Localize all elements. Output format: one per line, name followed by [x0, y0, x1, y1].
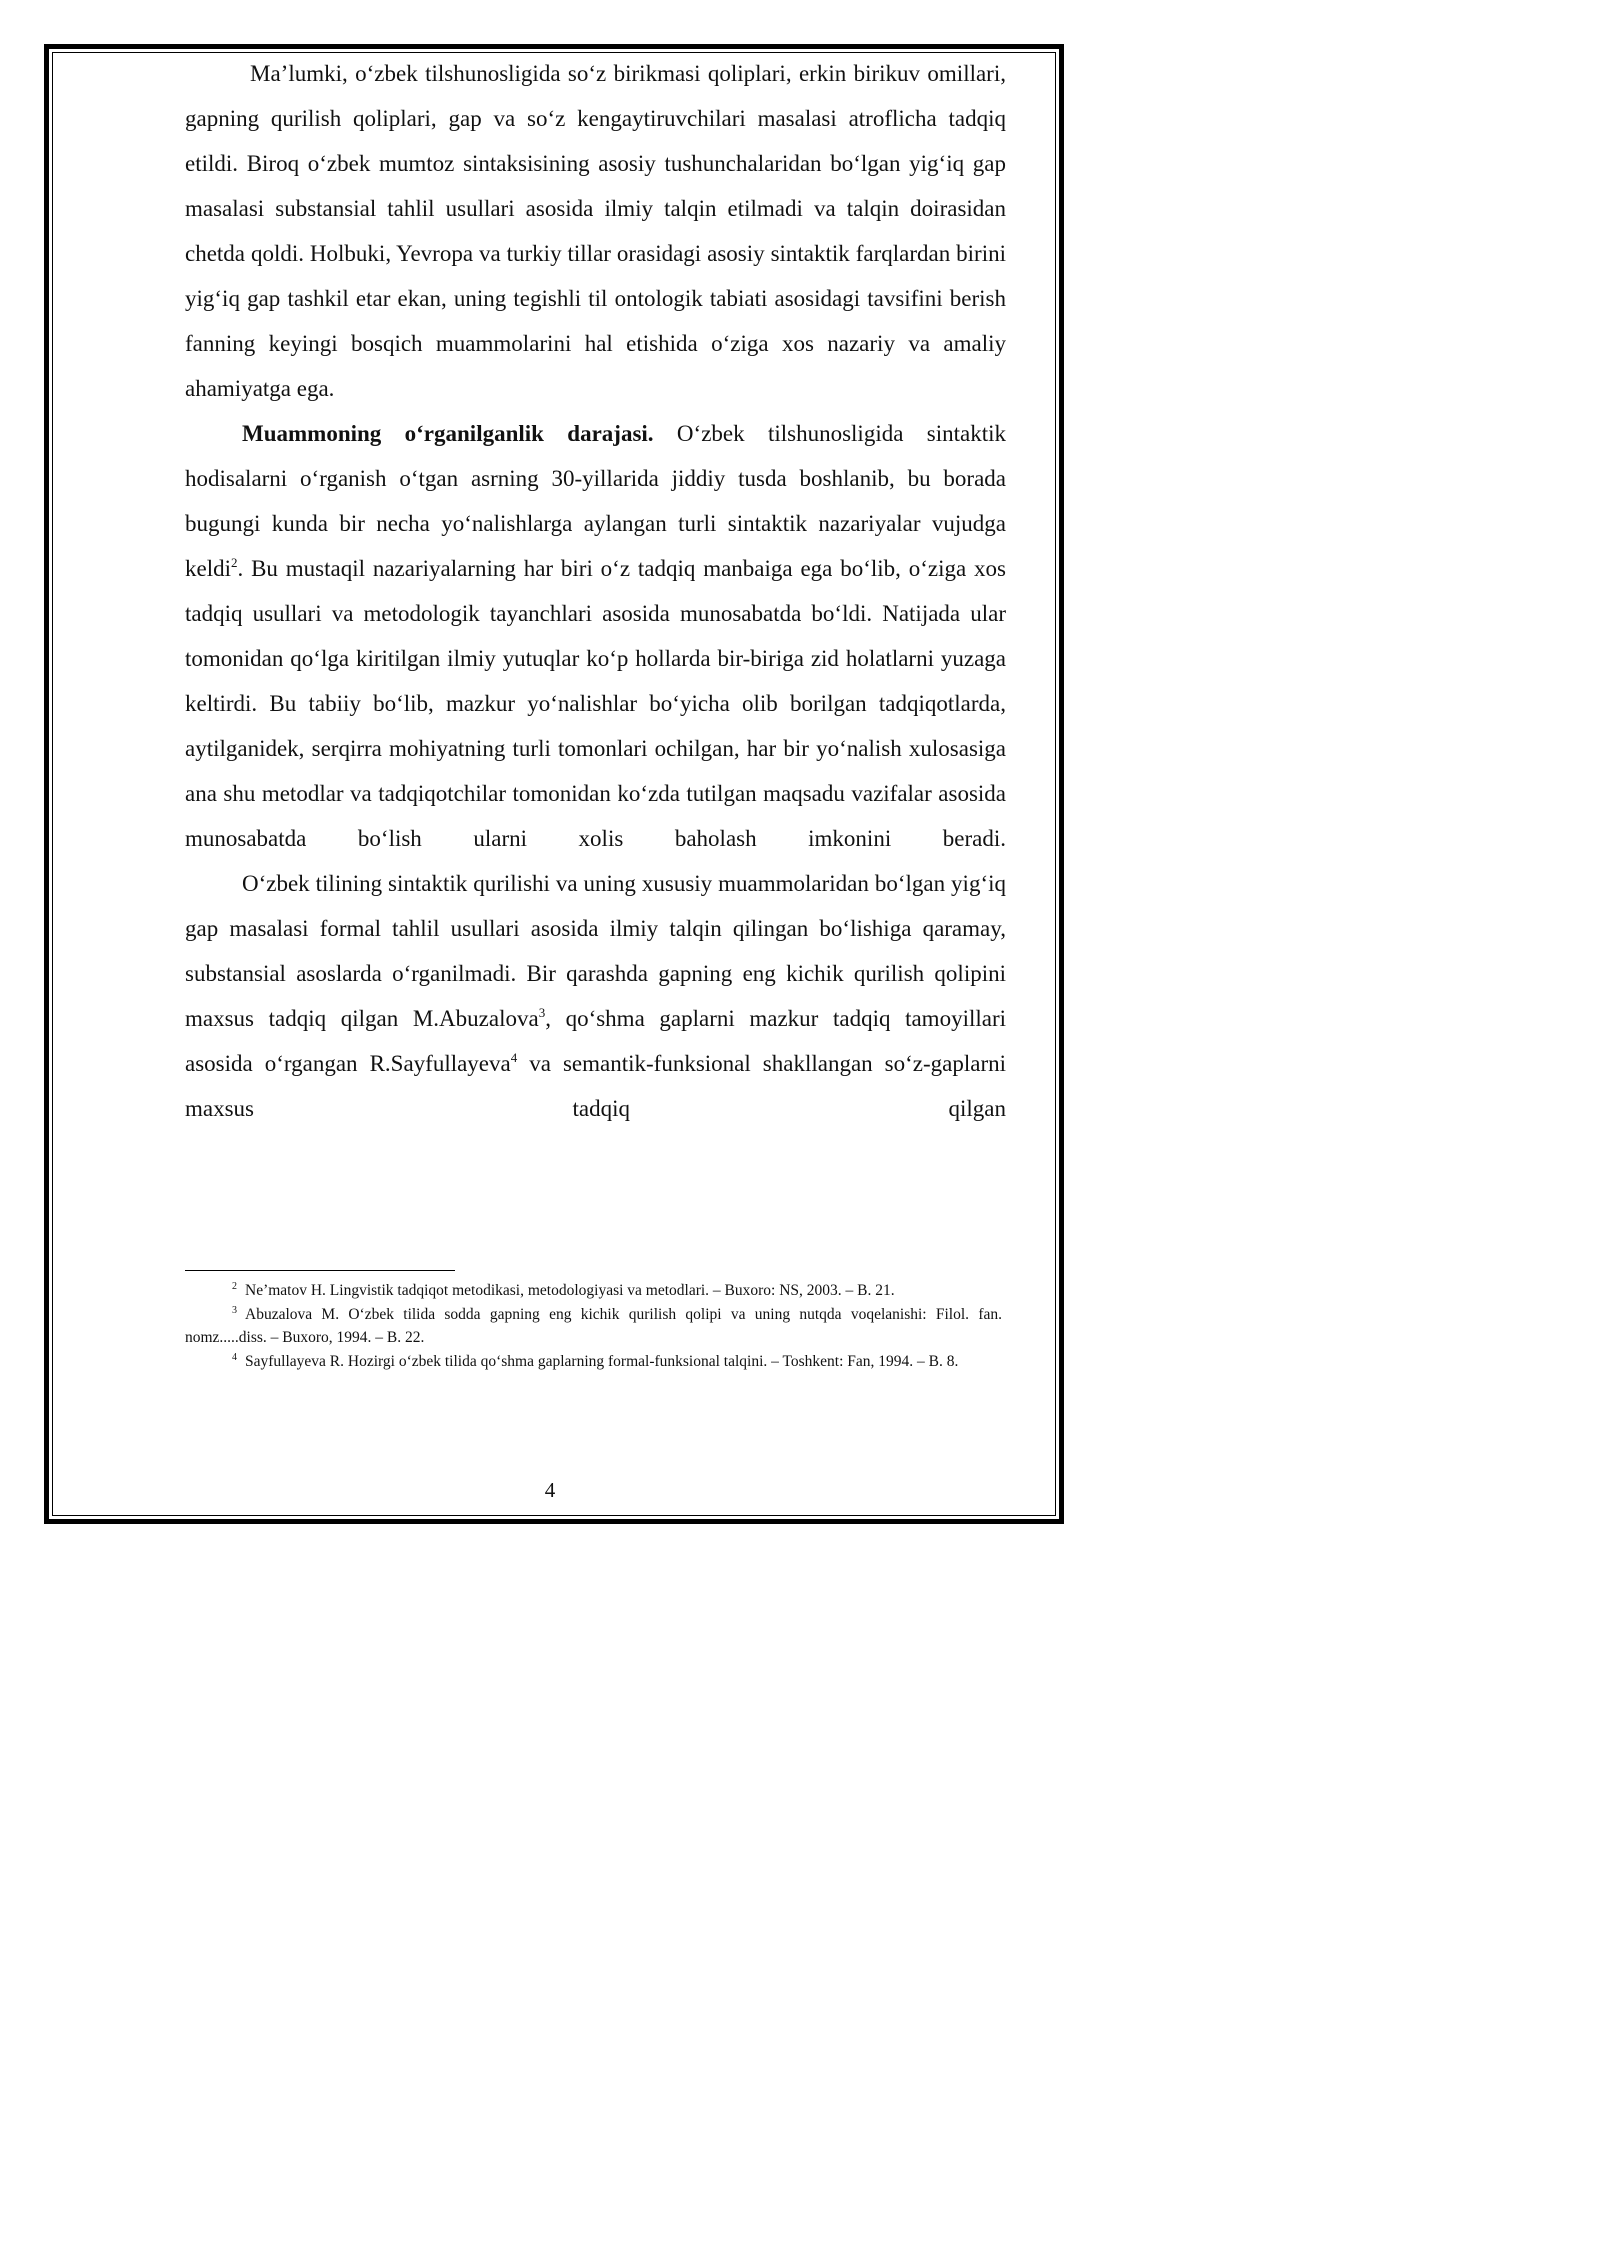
footnotes	[185, 1279, 1002, 1374]
page-number: 4	[544, 1478, 556, 1502]
footnote-number: 4	[232, 1352, 237, 1363]
paragraph-research-degree	[185, 411, 1006, 861]
document-body	[185, 51, 1006, 1131]
footnote-number: 3	[232, 1305, 237, 1316]
paragraph-text: . Bu mustaqil nazariyalarning har biri o‘z tadqiq manbaiga ega bo‘lib, o‘ziga xos tadqiq usullari va metodologik tayanchlari asosida munosabatda bo‘ldi. Natijada ular tomonidan qo‘lga kiritilgan ilmiy yutuqlar ko‘p hollarda bir-biriga zid holatlarni yuzaga keltirdi. Bu tabiiy bo‘lib, mazkur yo‘nalishlar bo‘yicha olib borilgan tadqiqotlarda, aytilganidek, serqirra mohiyatning turli tomonlari ochilgan, har bir yo‘nalish xulosasiga ana shu metodlar va tadqiqotchilar tomonidan ko‘zda tutilgan maqsadu vazifalar asosida munosabatda bo‘lish ularni xolis baholash imkonini beradi.	[185, 556, 1006, 851]
paragraph-intro-text: Ma’lumki, o‘zbek tilshunosligida so‘z birikmasi qoliplari, erkin birikuv omillari, gapning qurilish qoliplari, gap va so‘z kengaytiruvchilari masalasi atroflicha tadqiq etildi. Biroq o‘zbek mumtoz sintaksisining asosiy tushunchalaridan bo‘lgan yig‘iq gap masalasi substansial tahlil usullari asosida ilmiy talqin etilmadi va talqin doirasidan chetda qoldi. Holbuki, Yevropa va turkiy tillar orasidagi asosiy sintaktik farqlardan birini yig‘iq gap tashkil etar ekan, uning tegishli til ontologik tabiati asosidagi tavsifini berish fanning keyingi bosqich muammolarini hal etishida o‘ziga xos nazariy va amaliy ahamiyatga ega.	[185, 61, 1006, 401]
footnote-text: Abuzalova M. O‘zbek tilida sodda gapning eng kichik qurilish qolipi va uning nutqda voqelanishi: Filol. fan. nomz.....diss. – Buxoro, 1994. – B. 22.	[185, 1306, 1002, 1346]
footnote-text: Sayfullayeva R. Hozirgi o‘zbek tilida qo‘shma gaplarning formal-funksional talqini. – Toshkent: Fan, 1994. – B. 8.	[245, 1353, 959, 1370]
footnote-item	[185, 1303, 1002, 1349]
footnote-number: 2	[232, 1281, 237, 1292]
footnote-ref[interactable]: 4	[510, 1050, 518, 1065]
footnote-ref[interactable]: 2	[231, 555, 238, 570]
paragraph-uzbek-syntax	[185, 861, 1006, 1131]
footnote-text: Ne’matov H. Lingvistik tadqiqot metodikasi, metodologiyasi va metodlari. – Buxoro: NS, 2003. – B. 21.	[245, 1282, 895, 1299]
section-heading-inline: Muammoning o‘rganilganlik darajasi.	[242, 421, 654, 446]
paragraph-text: O‘zbek tilining sintaktik qurilishi va uning xususiy muammolaridan bo‘lgan yig‘iq gap masalasi formal tahlil usullari asosida ilmiy talqin qilingan bo‘lishiga qaramay, substansial asoslarda o‘rganilmadi. Bir qarashda gapning eng kichik qurilish qolipini maxsus tadqiq qilgan M.Abuzalova	[185, 871, 1006, 1031]
paragraph-text: , qo‘shma gaplarni mazkur tadqiq tamoyillari asosida o‘rgangan R.Sayfullayeva	[185, 1006, 1006, 1076]
paragraph-intro	[185, 51, 1006, 411]
footnote-ref[interactable]: 3	[538, 1005, 546, 1020]
paragraph-text: O‘zbek tilshunosligida sintaktik hodisalarni o‘rganish o‘tgan asrning 30-yillarida jiddiy tusda boshlanib, bu borada bugungi kunda bir necha yo‘nalishlarga aylangan turli sintaktik nazariyalar vujudga keldi	[185, 421, 1006, 581]
footnote-item	[185, 1279, 1002, 1302]
footnote-separator	[185, 1270, 455, 1271]
paragraph-text: va semantik-funksional shakllangan so‘z-gaplarni maxsus tadqiq qilgan	[185, 1051, 1007, 1121]
footnote-item	[185, 1350, 1002, 1373]
